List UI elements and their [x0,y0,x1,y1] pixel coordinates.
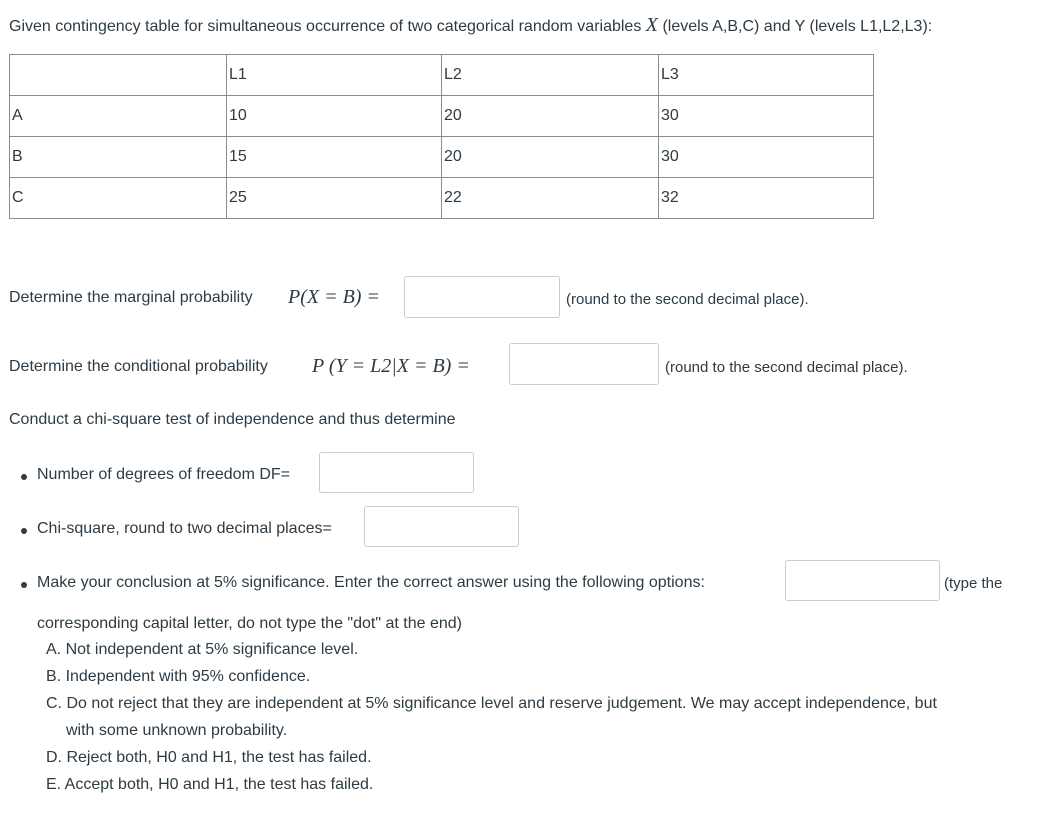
var-x: X [645,14,658,36]
conclusion-label: Make your conclusion at 5% significance. Enter the correct answer using the following options: [37,574,705,591]
table-row [10,137,874,178]
table-header-row [10,55,874,96]
conclusion-input[interactable] [785,560,940,601]
option-c-continuation: with some unknown probability. [66,722,288,739]
table-header-l1: L1 [227,55,442,96]
option-d: D. Reject both, H0 and H1, the test has failed. [46,749,372,766]
q1-formula: P(X = B) = [288,286,380,308]
table-cell: 20 [442,137,659,178]
conclusion-suffix: (type the [944,575,1003,592]
table-header-l2: L2 [442,55,659,96]
q2-suffix: (round to the second decimal place). [665,359,908,376]
marginal-probability-input[interactable] [404,276,560,318]
contingency-table [9,54,874,219]
table-cell: 20 [442,96,659,137]
chi-label: Chi-square, round to two decimal places= [37,520,332,537]
table-cell: 30 [659,137,874,178]
option-e: E. Accept both, H0 and H1, the test has failed. [46,776,374,793]
bullet-icon [21,528,27,534]
row-label-c: C [10,178,227,219]
q2-formula: P (Y = L2|X = B) = [312,355,470,377]
table-cell: 25 [227,178,442,219]
bullet-icon [21,582,27,588]
table-header-l3: L3 [659,55,874,96]
bullet-icon [21,474,27,480]
table-cell: 22 [442,178,659,219]
df-label: Number of degrees of freedom DF= [37,466,291,483]
option-c: C. Do not reject that they are independent at 5% significance level and reserve judgement. We may accept independence, but [46,695,937,712]
df-input[interactable] [319,452,474,493]
table-cell: 15 [227,137,442,178]
chi-square-input[interactable] [364,506,519,547]
option-b: B. Independent with 95% confidence. [46,668,311,685]
chi-intro: Conduct a chi-square test of independence and thus determine [9,411,456,428]
q2-prefix: Determine the conditional probability [9,358,268,375]
row-label-a: A [10,96,227,137]
q1-suffix: (round to the second decimal place). [566,291,809,308]
conditional-probability-input[interactable] [509,343,659,385]
table-cell: 32 [659,178,874,219]
table-row [10,178,874,219]
q1-prefix: Determine the marginal probability [9,289,253,306]
table-cell [10,55,227,96]
option-a: A. Not independent at 5% significance level. [46,641,359,658]
table-cell: 10 [227,96,442,137]
intro-text: Given contingency table for simultaneous occurrence of two categorical random variables X (levels A,B,C) and Y (levels L1,L2,L3): [9,14,933,36]
conclusion-continuation: corresponding capital letter, do not type the "dot" at the end) [37,615,462,632]
row-label-b: B [10,137,227,178]
table-cell: 30 [659,96,874,137]
table-row [10,96,874,137]
